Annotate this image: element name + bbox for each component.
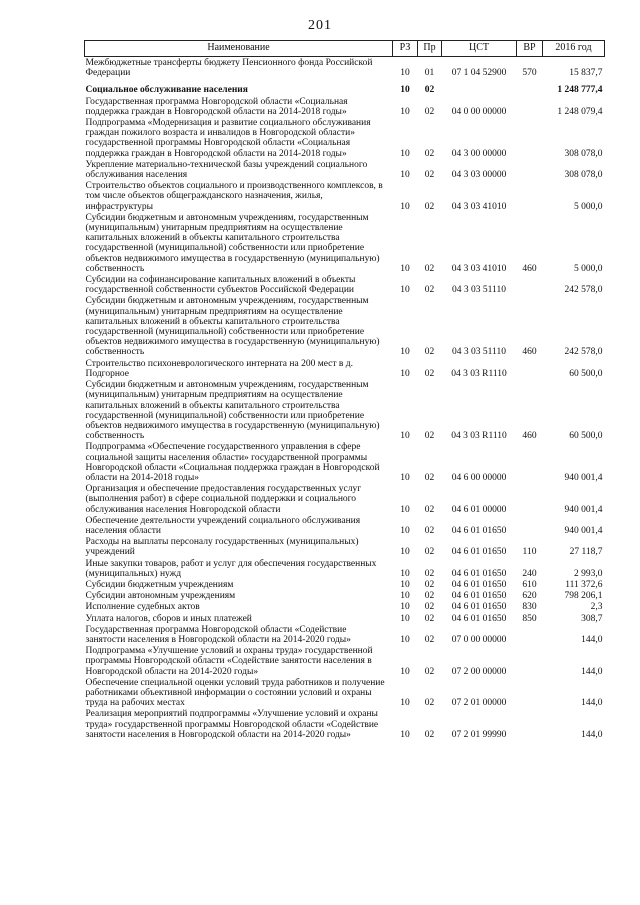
cell-cst: 04 3 00 00000 (451, 148, 507, 159)
cell-vr (517, 483, 543, 515)
cell-cst: 04 3 03 00000 (451, 170, 507, 181)
table-row (85, 96, 605, 117)
cell-pr: 02 (424, 568, 435, 579)
cell-vr (517, 117, 543, 159)
cell-name: Уплата налогов, сборов и иных платежей (85, 613, 252, 624)
cell-cst: 07 1 04 52900 (451, 68, 507, 79)
cell-rz: 10 (400, 472, 410, 483)
cell-cst: 04 3 03 R1110 (451, 431, 507, 442)
page-number: 201 (308, 18, 332, 33)
cell-pr: 02 (424, 368, 435, 379)
cell-pr: 02 (424, 472, 435, 483)
header-rz: РЗ (393, 41, 418, 57)
cell-name: Подпрограмма «Обеспечение государственного управления в сфере социальной защиты населения области» государственной программы Новгородской области «Социальная поддержка граждан в Новгородской области на 2014-2018 годы» (85, 442, 380, 483)
cell-rz: 10 (400, 579, 410, 590)
cell-vr: 460 (522, 347, 537, 358)
cell-vr: 610 (522, 579, 537, 590)
cell-cst: 04 3 03 R1110 (451, 368, 507, 379)
cell-sum: 940 001,4 (564, 525, 603, 536)
table-row (85, 117, 605, 159)
cell-pr: 02 (424, 106, 435, 117)
cell-cst: 04 6 01 01650 (451, 602, 507, 613)
cell-pr: 02 (424, 347, 435, 358)
cell-sum: 27 118,7 (569, 547, 603, 558)
cell-rz: 10 (400, 347, 410, 358)
cell-sum: 60 500,0 (569, 431, 603, 442)
table-row (85, 515, 605, 536)
table-row (85, 708, 605, 740)
cell-pr: 02 (424, 263, 435, 274)
table-header-row (85, 41, 605, 57)
cell-sum: 144,0 (581, 634, 603, 645)
cell-rz: 10 (400, 68, 410, 79)
cell-cst: 04 6 01 01650 (451, 568, 507, 579)
table-row (85, 295, 605, 357)
cell-pr: 02 (424, 613, 435, 624)
cell-rz: 10 (400, 591, 410, 602)
table-row (85, 57, 605, 79)
cell-name: Строительство психоневрологического интерната на 200 мест в д. Подгорное (85, 358, 353, 379)
cell-pr: 02 (424, 201, 435, 212)
cell-cst: 04 6 01 01650 (451, 613, 507, 624)
table-row (85, 590, 605, 601)
cell-sum: 308,7 (581, 613, 603, 624)
cell-rz: 10 (400, 698, 410, 709)
cell-pr: 02 (424, 579, 435, 590)
cell-sum: 242 578,0 (564, 347, 603, 358)
cell-vr (517, 96, 543, 117)
cell-sum: 5 000,0 (574, 201, 603, 212)
cell-name: Межбюджетные трансферты бюджету Пенсионного фонда Российской Федерации (85, 58, 373, 79)
cell-cst: 04 6 01 01650 (451, 579, 507, 590)
cell-rz: 10 (400, 263, 410, 274)
cell-name: Субсидии бюджетным и автономным учреждениям, государственным (муниципальным) унитарным предприятиям на осуществление капитальных вложений в объекты капитального строительства государственной (муниципальной) собственности или приобретение объектов недвижимого имущества в государственную (муниципальную) собственность (85, 296, 380, 358)
table-row (85, 579, 605, 590)
cell-pr: 01 (424, 68, 435, 79)
cell-sum: 940 001,4 (564, 472, 603, 483)
cell-vr (517, 645, 543, 677)
cell-sum: 940 001,4 (564, 504, 603, 515)
cell-rz: 10 (400, 201, 410, 212)
cell-cst: 04 3 03 51110 (452, 285, 506, 296)
cell-sum: 1 248 079,4 (557, 106, 603, 117)
cell-sum: 5 000,0 (574, 263, 603, 274)
cell-pr: 02 (424, 547, 435, 558)
cell-cst (442, 78, 517, 95)
cell-vr (517, 677, 543, 709)
cell-cst: 04 3 03 41010 (451, 201, 507, 212)
cell-cst: 07 2 01 00000 (451, 698, 507, 709)
cell-name: Государственная программа Новгородской области «Социальная поддержка граждан в Новгородской области на 2014-2018 годы» (85, 96, 348, 117)
budget-table (84, 40, 605, 740)
cell-pr: 02 (424, 634, 435, 645)
cell-cst: 04 6 01 01650 (451, 525, 507, 536)
cell-name: Субсидии бюджетным учреждениям (85, 579, 234, 590)
cell-sum: 60 500,0 (569, 368, 603, 379)
cell-vr (517, 78, 543, 95)
cell-vr (517, 180, 543, 212)
cell-sum: 242 578,0 (564, 285, 603, 296)
cell-vr (517, 708, 543, 740)
cell-name: Субсидии на софинансирование капитальных вложений в объекты государственной собственности субъектов Российской Федерации (85, 275, 356, 296)
cell-cst: 04 6 01 01650 (451, 591, 507, 602)
cell-pr: 02 (424, 431, 435, 442)
cell-name: Реализация мероприятий подпрограммы «Улучшение условий и охраны труда» государственной программы Новгородской области «Содействие занятости населения в Новгородской области на 2014-2020 годы» (85, 709, 379, 740)
header-cst: ЦСТ (442, 41, 517, 57)
cell-cst: 04 6 01 01650 (451, 547, 507, 558)
cell-rz: 10 (400, 148, 410, 159)
table-row (85, 78, 605, 95)
cell-pr: 02 (424, 698, 435, 709)
cell-rz: 10 (400, 170, 410, 181)
header-vr: ВР (517, 41, 543, 57)
table-row (85, 677, 605, 709)
cell-rz: 10 (400, 106, 410, 117)
cell-rz: 10 (400, 547, 410, 558)
table-row (85, 159, 605, 180)
header-name: Наименование (85, 41, 393, 57)
table-row (85, 645, 605, 677)
cell-vr: 460 (522, 263, 537, 274)
cell-cst: 07 0 00 00000 (451, 634, 507, 645)
cell-name: Исполнение судебных актов (85, 602, 200, 613)
cell-vr: 850 (522, 613, 537, 624)
cell-pr: 02 (424, 504, 435, 515)
cell-cst: 07 2 00 00000 (451, 666, 507, 677)
table-row (85, 483, 605, 515)
cell-rz: 10 (400, 525, 410, 536)
cell-vr: 240 (522, 568, 537, 579)
cell-pr: 02 (424, 525, 435, 536)
cell-sum: 111 372,6 (565, 579, 603, 590)
cell-rz: 10 (400, 602, 410, 613)
cell-cst: 04 3 03 51110 (452, 347, 506, 358)
table-row (85, 212, 605, 274)
cell-sum: 798 206,1 (564, 591, 603, 602)
cell-name: Иные закупки товаров, работ и услуг для обеспечения государственных (муниципальных) нужд (85, 558, 377, 579)
cell-sum: 144,0 (581, 698, 603, 709)
table-row (85, 558, 605, 579)
cell-name: Субсидии бюджетным и автономным учреждениям, государственным (муниципальным) унитарным предприятиям на осуществление капитальных вложений в объекты капитального строительства государственной (муниципальной) собственности или приобретение объектов недвижимого имущества в государственную (муниципальную) собственность (85, 380, 380, 442)
cell-name: Укрепление материально-технической базы учреждений социального обслуживания населения (85, 159, 368, 181)
cell-name: Подпрограмма «Модернизация и развитие социального обслуживания граждан пожилого возраста и инвалидов в Новгородской области» государственной программы Новгородской области «Социальная поддержка граждан в Новгородской области на 2014-2018 годы» (85, 118, 371, 159)
cell-vr: 460 (522, 431, 537, 442)
cell-name: Организация и обеспечение предоставления государственных услуг (выполнения работ) в сфере социальной поддержки и социального обслуживания населения Новгородской области (85, 484, 362, 515)
cell-vr (517, 159, 543, 180)
header-sum: 2016 год (543, 41, 605, 57)
cell-rz: 10 (400, 666, 410, 677)
cell-vr (517, 624, 543, 645)
cell-vr: 620 (522, 591, 537, 602)
cell-rz: 10 (400, 368, 410, 379)
cell-vr: 830 (522, 602, 537, 613)
cell-cst: 07 2 01 99990 (451, 729, 507, 740)
cell-rz: 10 (400, 85, 410, 96)
cell-name: Обеспечение специальной оценки условий труда работников и получение работниками объективной информации о состоянии условий и охраны труда на рабочих местах (85, 677, 385, 709)
table-row (85, 624, 605, 645)
cell-pr: 02 (424, 602, 435, 613)
table-row (85, 274, 605, 295)
table-row (85, 613, 605, 624)
table-row (85, 180, 605, 212)
cell-pr: 02 (424, 591, 435, 602)
cell-name: Строительство объектов социального и производственного комплексов, в том числе объектов общегражданского назначения, жилья, инфраструктуры (85, 181, 383, 212)
cell-name: Государственная программа Новгородской области «Содействие занятости населения в Новгородской области на 2014-2020 годы» (85, 624, 351, 645)
cell-rz: 10 (400, 729, 410, 740)
cell-sum: 144,0 (581, 666, 603, 677)
cell-rz: 10 (400, 568, 410, 579)
cell-vr: 570 (522, 68, 537, 79)
cell-pr: 02 (424, 729, 435, 740)
cell-cst: 04 6 01 00000 (451, 504, 507, 515)
cell-rz: 10 (400, 285, 410, 296)
cell-cst: 04 0 00 00000 (451, 106, 507, 117)
table-row (85, 358, 605, 379)
cell-sum: 1 248 777,4 (557, 85, 603, 96)
cell-name: Субсидии автономным учреждениям (85, 591, 236, 602)
cell-sum: 2,3 (590, 602, 603, 613)
cell-sum: 308 078,0 (564, 148, 603, 159)
cell-sum: 308 078,0 (564, 170, 603, 181)
cell-rz: 10 (400, 634, 410, 645)
cell-vr (517, 515, 543, 536)
cell-vr (517, 274, 543, 295)
cell-name: Обеспечение деятельности учреждений социального обслуживания населения области (85, 515, 361, 536)
cell-pr: 02 (424, 148, 435, 159)
cell-rz: 10 (400, 504, 410, 515)
cell-pr: 02 (424, 666, 435, 677)
header-pr: Пр (418, 41, 442, 57)
cell-pr: 02 (424, 85, 435, 96)
cell-name: Расходы на выплаты персоналу государственных (муниципальных) учреждений (85, 537, 359, 558)
cell-pr: 02 (424, 285, 435, 296)
cell-pr: 02 (424, 170, 435, 181)
cell-name: Социальное обслуживание населения (85, 85, 248, 96)
cell-sum: 2 993,0 (574, 568, 603, 579)
cell-vr (517, 441, 543, 483)
cell-sum: 144,0 (581, 729, 603, 740)
cell-name: Субсидии бюджетным и автономным учреждениям, государственным (муниципальным) унитарным предприятиям на осуществление капитальных вложений в объекты капитального строительства государственной (муниципальной) собственности или приобретение объектов недвижимого имущества в государственную (муниципальную) собственность (85, 212, 380, 274)
cell-rz: 10 (400, 613, 410, 624)
table-row (85, 536, 605, 557)
cell-sum: 15 837,7 (569, 68, 603, 79)
cell-vr (517, 358, 543, 379)
cell-name: Подпрограмма «Улучшение условий и охраны труда» государственной программы Новгородской области «Содействие занятости населения в Новгородской области на 2014-2020 годы» (85, 646, 373, 677)
table-row (85, 441, 605, 483)
table-row (85, 601, 605, 612)
cell-cst: 04 6 00 00000 (451, 472, 507, 483)
cell-cst: 04 3 03 41010 (451, 263, 507, 274)
cell-rz: 10 (400, 431, 410, 442)
table-row (85, 379, 605, 441)
cell-vr: 110 (522, 547, 537, 558)
